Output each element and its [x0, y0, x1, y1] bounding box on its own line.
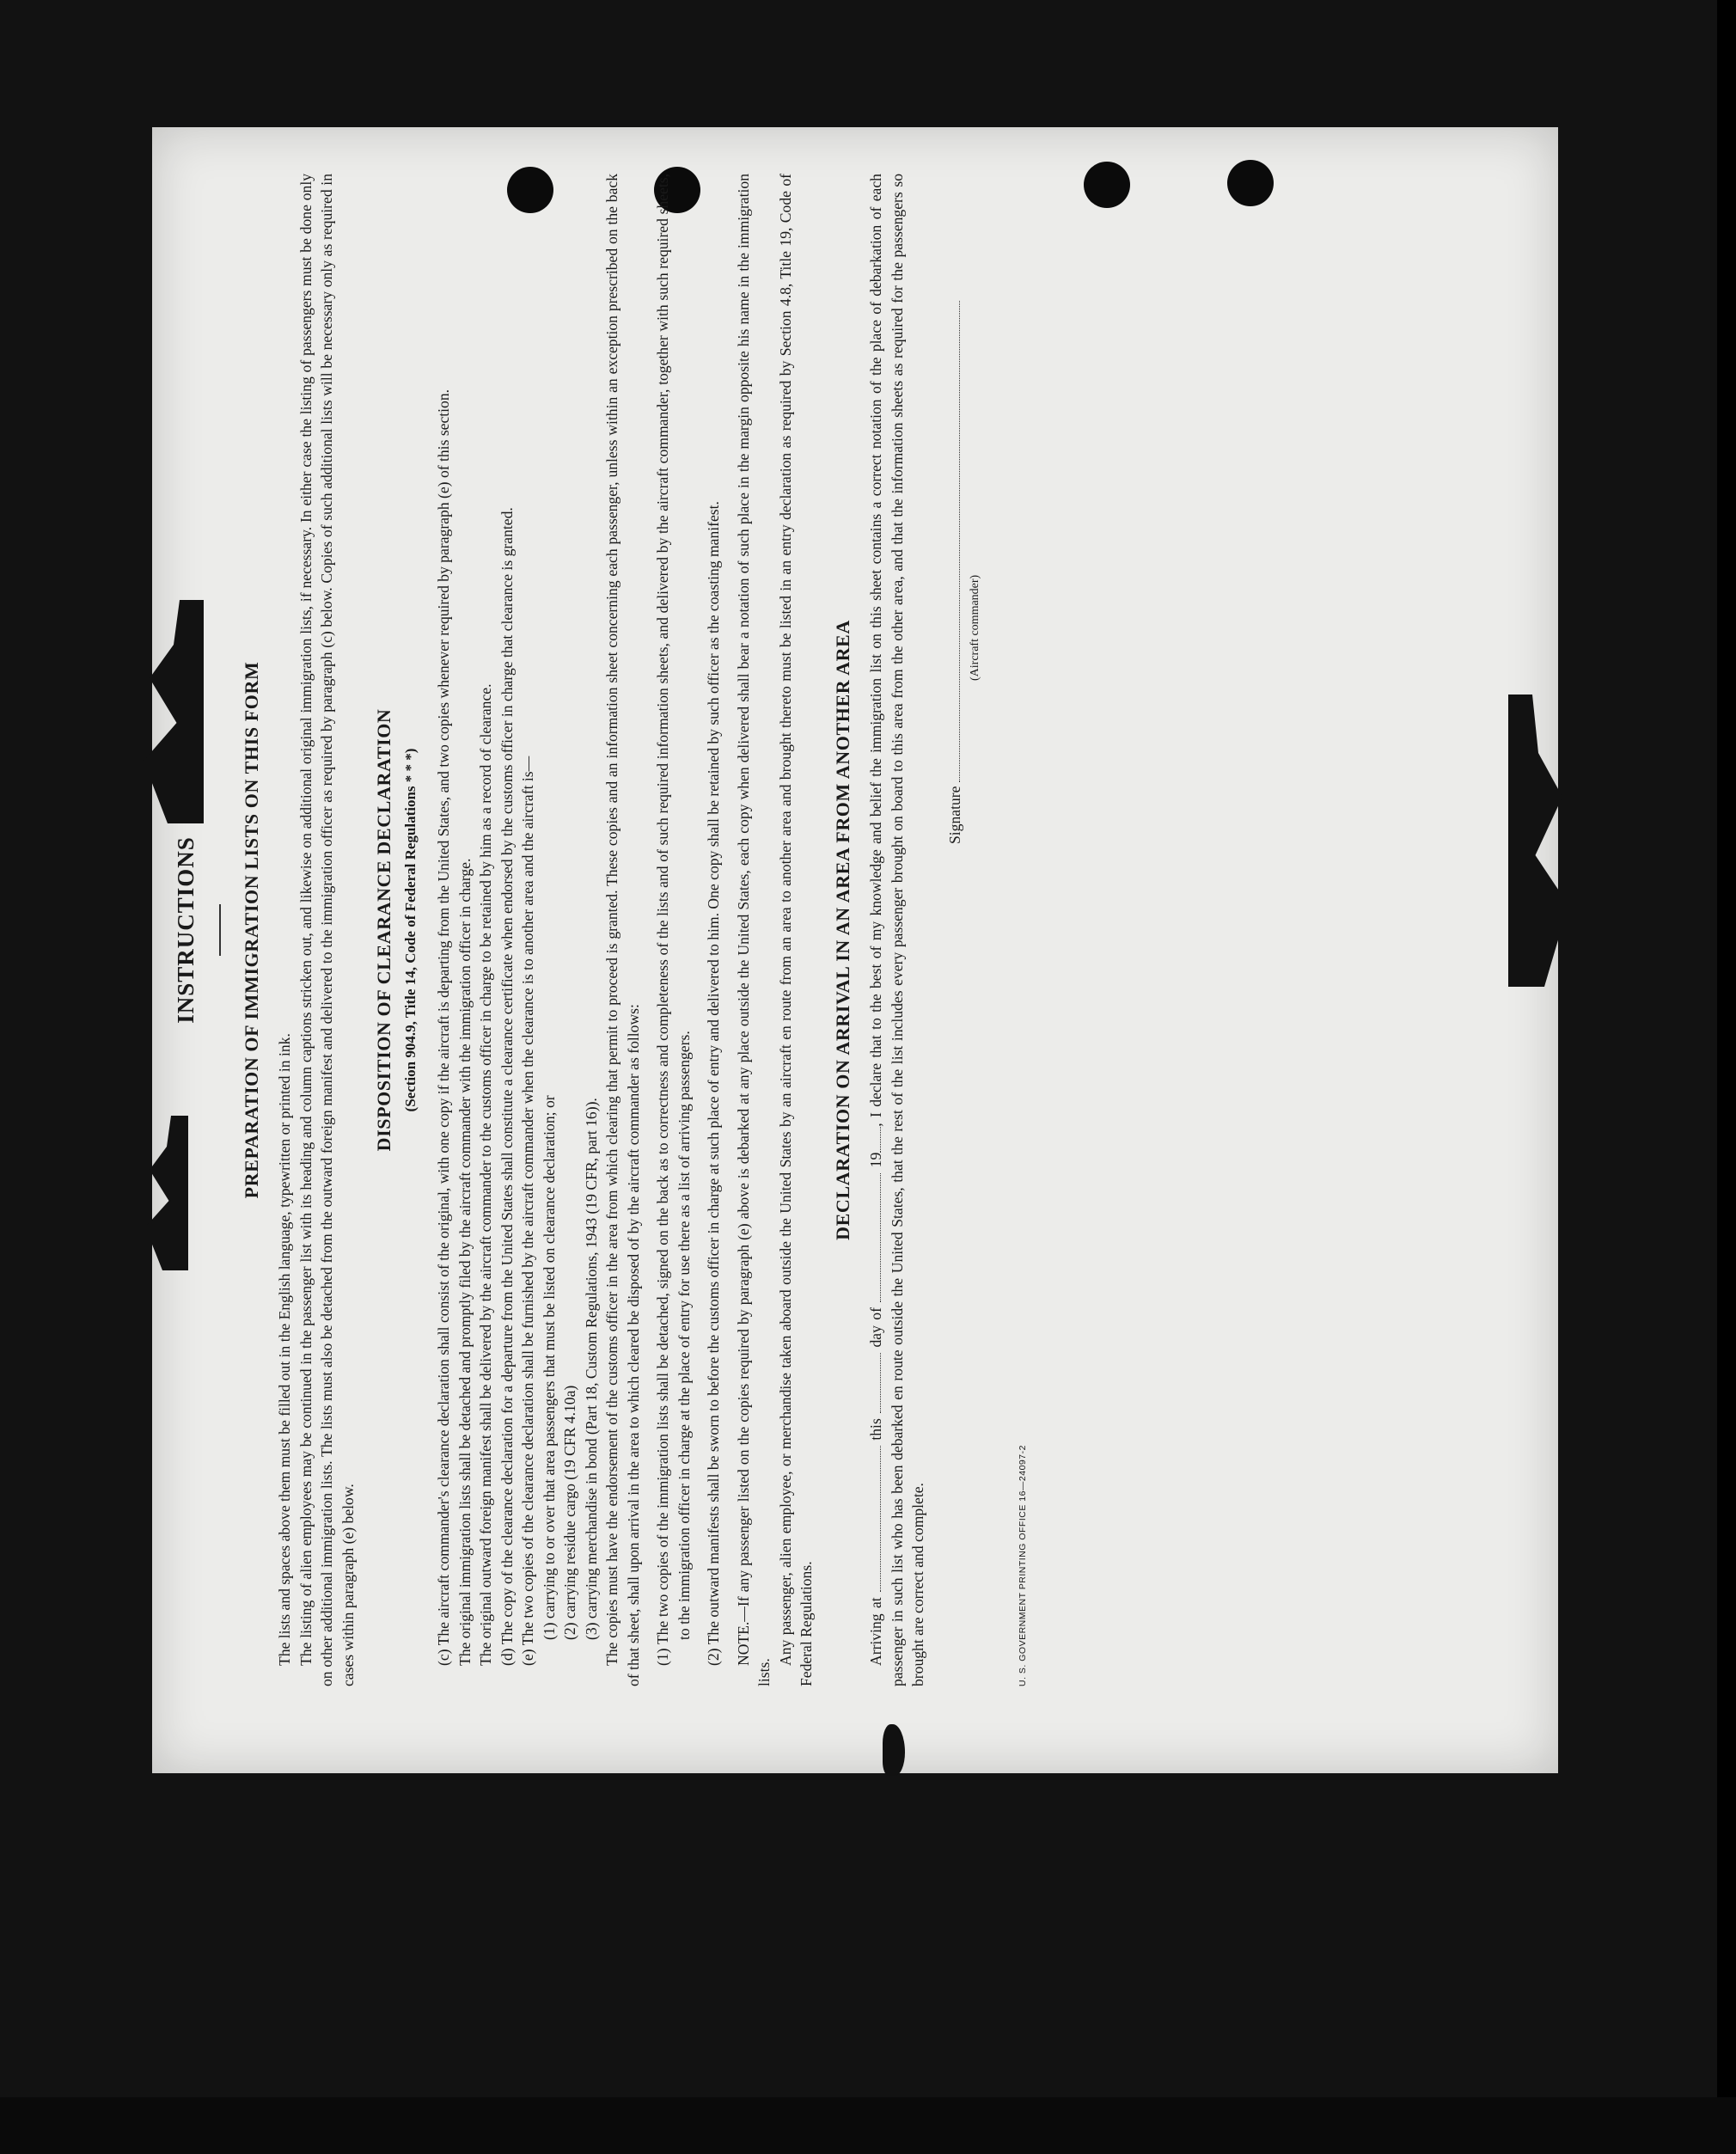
clearance-paragraph-c: (c) The aircraft commander's clearance declaration shall consist of the original, with one copy if the aircraft is departing from the United States, and two copies whenever required by paragraph (e) of this section.: [435, 389, 452, 1666]
declaration-paragraph: [865, 174, 929, 1686]
day-field[interactable]: [868, 1353, 881, 1413]
arriving-at-field[interactable]: [868, 1446, 881, 1592]
torn-edge: [1508, 695, 1568, 987]
arriving-at-label: Arriving at: [867, 1597, 884, 1666]
clearance-heading: DISPOSITION OF CLEARANCE DECLARATION: [373, 708, 394, 1152]
signature-label: Signature: [945, 786, 963, 844]
year-label: 19: [867, 1152, 884, 1168]
clearance-paragraph-d: (d) The copy of the clearance declaration for a departure from the United States shall constitute a clearance certificate when endorsed by the customs officer in charge that clearance is granted.: [498, 507, 516, 1666]
year-field[interactable]: [868, 1127, 881, 1153]
clearance-list-item: (3) carrying merchandise in bond (Part 18, Custom Regulations, 1943 (19 CFR, part 16)).: [582, 1098, 600, 1640]
printing-office-line: U. S. GOVERNMENT PRINTING OFFICE 16—24097-2: [1017, 1445, 1028, 1686]
preparation-paragraph: The lists and spaces above them must be filled out in the English language, typewritten or printed in ink.: [276, 1033, 293, 1666]
title-rule: [219, 904, 221, 956]
document-title: INSTRUCTIONS: [173, 836, 199, 1024]
rotated-document-content: [175, 174, 1396, 1686]
clearance-paragraph: The original immigration lists shall be detached and promptly filed by the aircraft commander with the immigration officer in charge.: [455, 858, 474, 1666]
month-field[interactable]: [868, 1173, 881, 1302]
declaration-heading: DECLARATION ON ARRIVAL IN AN AREA FROM ANOTHER AREA: [831, 620, 853, 1240]
clearance-note: NOTE.—If any passenger listed on the copies required by paragraph (e) above is debarked at any place outside the United States, each copy when delivered shall bear a notation of such place in the margin opposite his name in the immigration lists.: [734, 174, 773, 1686]
preparation-paragraph: The listing of alien employees may be continued in the passenger list with its heading and column captions stricken out, and likewise on additional original immigration lists, if necessary. In either case the listing of passengers must be done only on other additional immigration lists. The lists must also be detached from the outward foreign manifest and delivered to the immigration officer as required by paragraph (c) below. Copies of such additional lists will be necessary only as required in cases within paragraph (e) below.: [296, 174, 357, 1686]
clearance-list-item: (1) carrying to or over that area passengers that must be listed on clearance declaration; or: [540, 1095, 558, 1640]
signature-row: [944, 174, 966, 844]
scan-frame-edge: [1717, 0, 1736, 2154]
clearance-numbered-item: (2) The outward manifests shall be sworn to before the customs officer in charge at such place of entry and delivered to him. One copy shall be retained by such officer as the coasting manifest.: [705, 501, 722, 1666]
clearance-paragraph-e: (e) The two copies of the clearance declaration shall be furnished by the aircraft commander when the clearance is to another area and the aircraft is—: [519, 756, 536, 1666]
clearance-numbered-item: (1) The two copies of the immigration lists shall be detached, signed on the back as to correctness and completeness of the lists and of such required information sheets, and delivered by the aircraft commander, together with such required sheets, to the immigration officer in charge at the place of entry for use there as a list of arriving passengers.: [654, 174, 693, 1666]
scan-frame-bottom: [0, 2097, 1736, 2154]
preparation-heading: PREPARATION OF IMMIGRATION LISTS ON THIS FORM: [240, 661, 262, 1199]
clearance-subheading: (Section 904.9, Title 14, Code of Federal Regulations * * *): [401, 748, 419, 1112]
signature-caption: (Aircraft commander): [969, 574, 981, 681]
this-label: this: [867, 1418, 884, 1441]
day-of-label: day of: [867, 1307, 884, 1348]
ink-mark: [883, 1724, 905, 1776]
clearance-paragraph: The original outward foreign manifest shall be delivered by the aircraft commander to the customs officer in charge to be retained by him as a record of clearance.: [477, 683, 494, 1666]
declaration-text: , I declare that to the best of my knowledge and belief the immigration list on this sheet contains a correct notation of the place of debarkation of each passenger in such list who has been debarked en route outside the United States, that the rest of the list includes every passenger brought on board to this area from the other area, and that the information sheets as required for the passengers so brought are correct and complete.: [867, 174, 926, 1686]
clearance-paragraph: Any passenger, alien employee, or merchandise taken aboard outside the United States by an aircraft en route from an area to another area and brought thereto must be listed in an entry declaration as required by Section 4.8, Title 19, Code of Federal Regulations.: [776, 174, 815, 1686]
clearance-paragraph: The copies must have the endorsement of the customs officer in the area from which clearing that permit to proceed is granted. These copies and an information sheet concerning each passenger, unless within an exception prescribed on the back of that sheet, shall upon arrival in the area to which cleared be disposed of by the aircraft commander as follows:: [603, 174, 642, 1686]
signature-field[interactable]: [947, 301, 960, 782]
clearance-list-item: (2) carrying residue cargo (19 CFR 4.10a): [561, 1385, 578, 1640]
